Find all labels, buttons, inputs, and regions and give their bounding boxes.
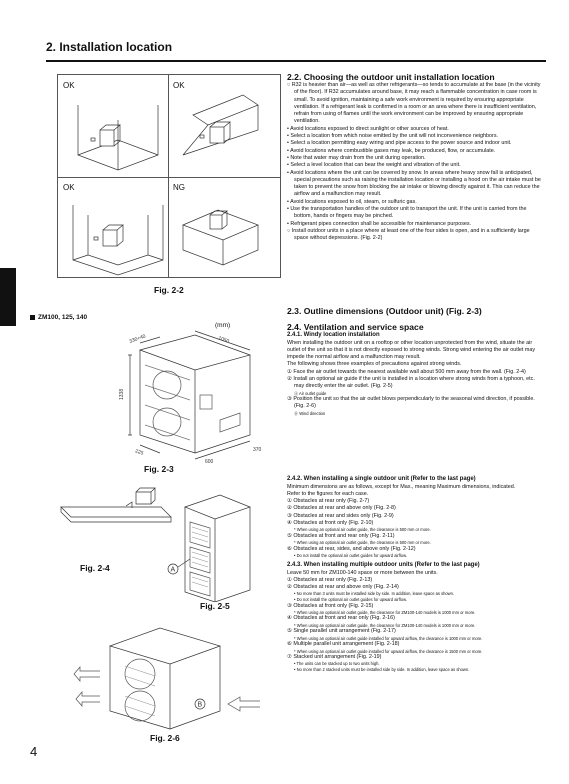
s22-item-3: • Select a location permitting easy wiring and pipe access to the power source and indoor unit. <box>287 140 512 147</box>
dim-600: 600 <box>205 459 214 465</box>
multi-item-note: • No more than 2 stacked units must be installed side by side. In addition, leave space as shown. <box>294 667 470 673</box>
single-item-note: * When using an optional air outlet guide, the clearance is 500 mm or more. <box>294 527 431 533</box>
s22-item-7: • Avoid locations where the unit can be covered by snow. In areas where heavy snow fall is anticipated, special precautions such as raising the installation location or installing a hood on the air intake must be taken to prevent the snow from blocking the air intake or blowing directly against it. This can reduce the airflow and a malfunction may result. <box>287 169 541 198</box>
s24-paragraph-5: Leave 50 mm for ZM100-140 space or more between the units. <box>287 569 438 576</box>
multi-item: ② Obstacles at rear and above only (Fig. 2-14) <box>287 584 399 591</box>
marker-a-text: A <box>170 566 176 574</box>
dim-330: 330+40 <box>128 333 147 345</box>
fig-2-5-drawing <box>160 492 260 602</box>
marker-b-text: B <box>197 701 203 709</box>
section-2-4-2-heading: 2.4.2. When installing a single outdoor unit (Refer to the last page) <box>287 476 476 482</box>
multi-item: ⑤ Single parallel unit arrangement (Fig. 2-17) <box>287 628 396 635</box>
s22-item-6: • Select a level location that can bear the weight and vibration of the unit. <box>287 162 461 169</box>
wind-item-1: ① Face the air outlet towards the nearest available wall about 500 mm away from the wall. (Fig. 2-4) <box>287 368 526 375</box>
s24-paragraph-4: Refer to the figures for each case. <box>287 490 369 497</box>
section-side-tab <box>0 268 16 326</box>
unit-mm-label: (mm) <box>215 322 231 329</box>
multi-item: ① Obstacles at rear only (Fig. 2-13) <box>287 576 373 583</box>
s22-item-11: ○ Install outdoor units in a place where at least one of the four sides is open, and in a sufficiently large space without depressions. (Fig. 2-2) <box>287 227 530 242</box>
cell-3-drawing <box>73 205 163 275</box>
section-2-3 <box>287 306 545 316</box>
section-2-4 <box>287 322 545 416</box>
s22-item-5: • Note that water may drain from the unit during operation. <box>287 154 426 161</box>
fig-2-2-frame <box>57 74 281 278</box>
wind-note-b: Ⓑ Wind direction <box>294 410 326 416</box>
multi-item: ⑦ Stacked unit arrangement (Fig. 2-19) <box>287 654 382 661</box>
s22-item-9: • Use the transportation handles of the outdoor unit to transport the unit. If the unit is carried from the bottom, hands or fingers may be pinched. <box>287 206 527 220</box>
section-2-4-heading: 2.4. Ventilation and service space <box>287 322 424 332</box>
single-item: ⑤ Obstacles at front and rear only (Fig. 2-11) <box>287 532 395 539</box>
dim-1338: 1338 <box>119 388 125 400</box>
cell-label-3: OK <box>63 183 75 192</box>
fig-2-6-caption: Fig. 2-6 <box>150 733 180 743</box>
multi-item-note: * When using an optional air outlet guide, the clearance for ZM100-140 models is 1000 mm or more. <box>294 622 476 628</box>
single-item: ② Obstacles at rear and above only (Fig. 2-8) <box>287 505 396 512</box>
model-label-text: ZM100, 125, 140 <box>38 314 88 321</box>
cell-1-drawing <box>78 105 158 170</box>
section-2-4-1-heading: 2.4.1. Windy location installation <box>287 332 380 338</box>
section-2-4-3 <box>287 562 545 673</box>
cell-label-4: NG <box>173 183 185 192</box>
s24-paragraph-2: The following shows three examples of precautions against strong winds. <box>287 361 462 368</box>
fig-2-2-caption: Fig. 2-2 <box>154 285 184 295</box>
multi-item: ④ Obstacles at front and rear only (Fig. 2-16) <box>287 615 395 622</box>
page-number: 4 <box>30 744 38 759</box>
cell-label-2: OK <box>173 81 185 90</box>
section-2-3-heading: 2.3. Outline dimensions (Outdoor unit) (Fig. 2-3) <box>287 306 482 316</box>
fig-2-6-drawing <box>70 616 270 731</box>
fig-2-4-caption: Fig. 2-4 <box>80 563 110 573</box>
model-label <box>30 314 87 321</box>
s22-item-10: • Refrigerant pipes connection shall be accessible for maintenance purposes. <box>287 220 472 227</box>
wind-note-a: Ⓐ Air outlet guide <box>294 390 327 396</box>
s22-item-0: ○ R32 is heavier than air—as well as other refrigerants—so tends to accumulate at the base (in the vicinity of the floor). If R32 accumulates around base, it may reach a flammable concentration in case room is small. To avoid ignition, maintaining a safe work environment is required by ensuring appropriate ventilation. If a refrigerant leak is confirmed in a room or an area where there is insufficient ventilation, refrain from using of flames until the work environment can be improved by ensuring appropriate ventilation. <box>287 82 541 125</box>
s24-paragraph-1: When installing the outdoor unit on a rooftop or other location unprotected from the wind, situate the air outlet of the unit so that it is not directly exposed to strong winds. Strong wind entering the air outlet may impede the normal airflow and a malfunction may result. <box>287 339 536 361</box>
fig-2-3-caption: Fig. 2-3 <box>144 464 174 474</box>
cell-2-drawing <box>183 95 258 155</box>
wind-item-3: ③ Position the unit so that the air outlet blows perpendicularly to the seasonal wind direction, if possible. (Fig. 2-6) <box>287 396 535 410</box>
cell-4-drawing <box>183 210 258 265</box>
fig-2-4-drawing <box>56 482 176 562</box>
section-2-4-3-heading: 2.4.3. When installing multiple outdoor units (Refer to the last page) <box>287 562 480 568</box>
multiple-unit-list <box>287 577 545 673</box>
dim-1050: 1050 <box>217 335 230 345</box>
fig-2-5-caption: Fig. 2-5 <box>200 601 230 611</box>
bullet-square-icon <box>30 315 35 320</box>
s24-paragraph-3: Minimum dimensions are as follows, except for Max., meaning Maximum dimensions, indicated. <box>287 483 516 490</box>
wind-item-2: ② Install an optional air guide if the unit is installed in a location where strong winds from a typhoon, etc. may directly enter the air outlet. (Fig. 2-5) <box>287 375 535 390</box>
fig-2-3-drawing <box>100 325 280 465</box>
single-item-note: • Do not install the optional air outlet guides for upward airflow. <box>294 553 407 559</box>
multi-item-note: • The units can be stacked up to two units high. <box>294 661 380 667</box>
section-2-4-2 <box>287 476 545 559</box>
multi-item: ⑥ Multiple parallel unit arrangement (Fig. 2-18) <box>287 641 400 648</box>
single-item: ④ Obstacles at front only (Fig. 2-10) <box>287 519 374 526</box>
multi-item-note: * When using an optional air outlet guide installed for upward airflow, the clearance is 1000 mm or more. <box>294 635 483 641</box>
multi-item-note: * When using an optional air outlet guide installed for upward airflow, the clearance is 1500 mm or more. <box>294 648 483 654</box>
dim-225: 225 <box>134 448 145 457</box>
section-2-2 <box>287 72 545 243</box>
single-unit-list <box>287 498 545 559</box>
header-rule <box>46 60 546 62</box>
s22-item-1: • Avoid locations exposed to direct sunlight or other sources of heat. <box>287 125 449 132</box>
s22-item-2: • Select a location from which noise emitted by the unit will not inconvenience neighbors. <box>287 133 499 140</box>
single-item: ③ Obstacles at rear and sides only (Fig. 2-9) <box>287 512 394 519</box>
multi-item-note: • Do not install the optional air outlet guides for upward airflow. <box>294 596 407 602</box>
single-item: ⑥ Obstacles at rear, sides, and above only (Fig. 2-12) <box>287 545 416 552</box>
s22-item-8: • Avoid locations exposed to oil, steam, or sulfuric gas. <box>287 198 417 205</box>
section-2-2-heading: 2.2. Choosing the outdoor unit installation location <box>287 72 495 82</box>
s22-item-4: • Avoid locations where combustible gases may leak, be produced, flow, or accumulate. <box>287 147 496 154</box>
multi-item-note: * When using an optional air outlet guide, the clearance for ZM100-140 models is 1000 mm or more. <box>294 609 476 615</box>
fig-2-2-drawings <box>58 75 280 277</box>
page-title: 2. Installation location <box>46 40 173 54</box>
single-item: ① Obstacles at rear only (Fig. 2-7) <box>287 498 370 505</box>
single-item-note: * When using an optional air outlet guide, the clearance is 500 mm or more. <box>294 540 431 546</box>
multi-item: ③ Obstacles at front only (Fig. 2-15) <box>287 602 374 609</box>
cell-label-1: OK <box>63 81 75 90</box>
dim-370: 370 <box>253 447 262 453</box>
multi-item-note: • No more than 3 units must be installed side by side. In addition, leave space as shown. <box>294 591 455 597</box>
